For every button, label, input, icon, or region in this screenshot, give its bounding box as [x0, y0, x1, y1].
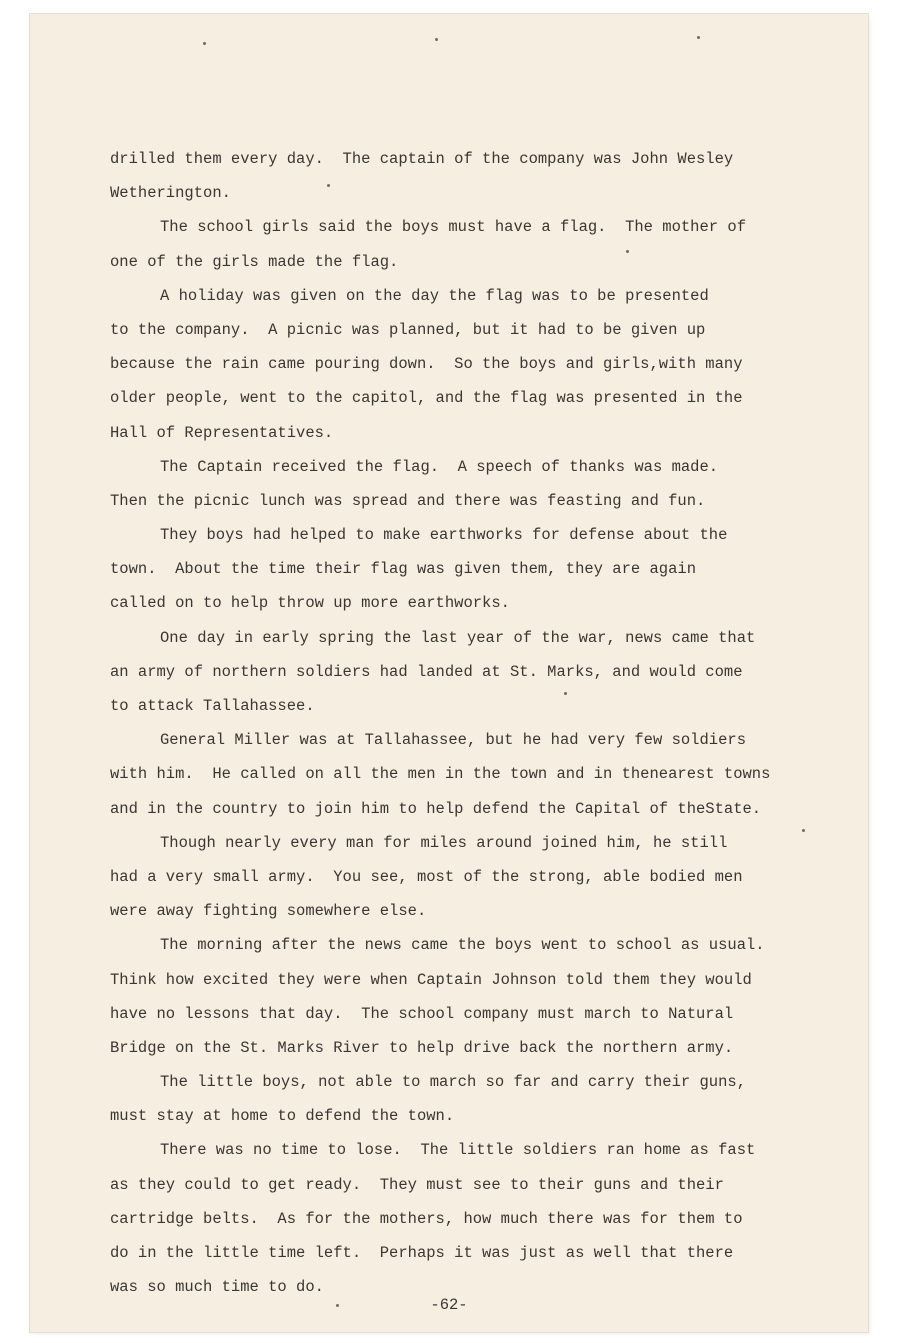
ink-speck	[336, 1304, 339, 1307]
text-line: because the rain came pouring down. So the boys and girls,with many	[110, 355, 743, 374]
ink-speck	[435, 38, 438, 41]
text-line: an army of northern soldiers had landed at St. Marks, and would come	[110, 662, 743, 681]
text-line: drilled them every day. The captain of the company was John Wesley	[110, 150, 734, 168]
text-line: The Captain received the flag. A speech of thanks was made.	[160, 457, 719, 476]
text-line: one of the girls made the flag.	[110, 252, 399, 271]
page-number: -62-	[430, 1296, 468, 1314]
text-line: to the company. A picnic was planned, but it had to be given up	[110, 320, 706, 339]
text-line: Think how excited they were when Captain Johnson told them they would	[110, 970, 752, 989]
text-line: must stay at home to defend the town.	[110, 1107, 455, 1126]
ink-speck	[203, 42, 206, 45]
text-line: were away fighting somewhere else.	[110, 902, 427, 921]
text-line: cartridge belts. As for the mothers, how much there was for them to	[110, 1209, 743, 1228]
text-line: A holiday was given on the day the flag was to be presented	[160, 286, 709, 305]
text-line: They boys had helped to make earthworks for defense about the	[160, 526, 728, 545]
text-line: General Miller was at Tallahassee, but he had very few soldiers	[160, 731, 746, 750]
text-line: have no lessons that day. The school company must march to Natural	[110, 1004, 734, 1023]
ink-speck	[327, 184, 330, 187]
text-line: and in the country to join him to help defend the Capital of theState.	[110, 799, 762, 818]
text-line: to attack Tallahassee.	[110, 697, 315, 715]
text-line: had a very small army. You see, most of the strong, able bodied men	[110, 867, 743, 886]
text-line: Bridge on the St. Marks River to help drive back the northern army.	[110, 1038, 734, 1057]
text-line: The school girls said the boys must have a flag. The mother of	[160, 218, 746, 237]
text-line: Hall of Representatives.	[110, 423, 334, 442]
text-line: older people, went to the capitol, and the flag was presented in the	[110, 389, 743, 408]
text-line: The morning after the news came the boys went to school as usual.	[160, 936, 765, 955]
text-line: Wetherington.	[110, 184, 231, 203]
text-line: as they could to get ready. They must see to their guns and their	[110, 1175, 724, 1194]
text-line: town. About the time their flag was given them, they are again	[110, 560, 696, 579]
body-text	[110, 142, 850, 1304]
text-line: Then the picnic lunch was spread and there was feasting and fun.	[110, 491, 706, 510]
text-line: The little boys, not able to march so far and carry their guns,	[160, 1073, 746, 1092]
ink-speck	[564, 692, 567, 695]
text-line: do in the little time left. Perhaps it was just as well that there	[110, 1244, 734, 1262]
document-page	[30, 14, 868, 1332]
ink-speck	[802, 829, 805, 832]
text-line: One day in early spring the last year of the war, news came that	[160, 628, 756, 647]
text-line: called on to help throw up more earthworks.	[110, 594, 510, 613]
text-line: with him. He called on all the men in the town and in thenearest towns	[110, 765, 771, 784]
text-line: Though nearly every man for miles around joined him, he still	[160, 833, 728, 852]
text-line: was so much time to do.	[110, 1278, 324, 1297]
ink-speck	[697, 36, 700, 39]
ink-speck	[626, 250, 629, 253]
text-line: There was no time to lose. The little soldiers ran home as fast	[160, 1141, 756, 1160]
